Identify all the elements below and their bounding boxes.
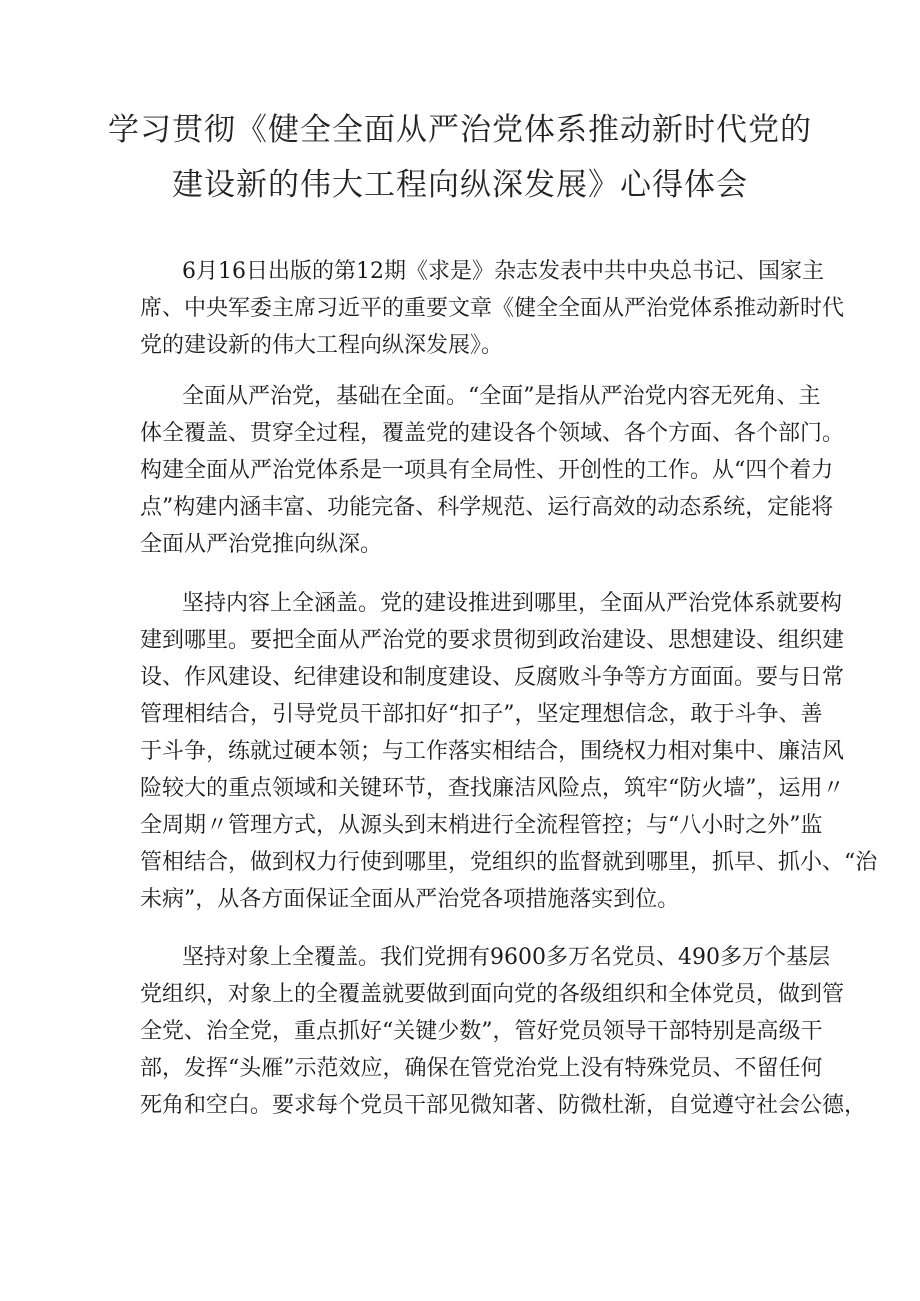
paragraph-4-line: 坚持对象上全覆盖。我们党拥有9600多万名党员、490多万个基层 xyxy=(182,945,830,970)
paragraph-3-line: 坚持内容上全涵盖。党的建设推进到哪里，全面从严治党体系就要构 xyxy=(182,591,843,616)
paragraph-4-line: 全党、治全党，重点抓好“关键少数”，管好党员领导干部特别是高级干 xyxy=(140,1019,823,1044)
paragraph-1-line: 6月16日出版的第12期《求是》杂志发表中共中央总书记、国家主 xyxy=(182,259,824,284)
paragraph-3-line: 未病”，从各方面保证全面从严治党各项措施落实到位。 xyxy=(140,887,680,912)
paragraph-2-line: 全面从严治党推向纵深。 xyxy=(140,532,383,557)
paragraph-1-line: 党的建设新的伟大工程向纵深发展》。 xyxy=(140,333,504,358)
paragraph-3-line: 设、作风建设、纪律建设和制度建设、反腐败斗争等方方面面。要与日常 xyxy=(140,665,845,690)
paragraph-4-line: 死角和空白。要求每个党员干部见微知著、防微杜渐，自觉遵守社会公德， xyxy=(140,1093,867,1118)
document-title-line-2: 建设新的伟大工程向纵深发展》心得体会 xyxy=(172,167,748,203)
paragraph-3-line: 于斗争，练就过硬本领；与工作落实相结合，围绕权力相对集中、廉洁风 xyxy=(140,739,845,764)
paragraph-3-line: 建到哪里。要把全面从严治党的要求贯彻到政治建设、思想建设、组织建 xyxy=(140,628,845,653)
paragraph-2-line: 构建全面从严治党体系是一项具有全局性、开创性的工作。从“四个着力 xyxy=(140,458,834,483)
document-title-line-1: 学习贯彻《健全全面从严治党体系推动新时代党的 xyxy=(108,112,812,148)
paragraph-2-line: 体全覆盖、贯穿全过程，覆盖党的建设各个领域、各个方面、各个部门。 xyxy=(140,421,845,446)
paragraph-2-line: 全面从严治党，基础在全面。“全面”是指从严治党内容无死角、主 xyxy=(182,384,821,409)
paragraph-1-line: 席、中央军委主席习近平的重要文章《健全全面从严治党体系推动新时代 xyxy=(140,296,845,321)
paragraph-3-line: 管相结合，做到权力行使到哪里，党组织的监督就到哪里，抓早、抓小、“治 xyxy=(140,850,878,875)
paragraph-3-line: 险较大的重点领域和关键环节，查找廉洁风险点，筑牢“防火墙”，运用〃 xyxy=(140,776,845,801)
paragraph-2-line: 点”构建内涵丰富、功能完备、科学规范、运行高效的动态系统，定能将 xyxy=(140,495,834,520)
paragraph-4-line: 党组织，对象上的全覆盖就要做到面向党的各级组织和全体党员，做到管 xyxy=(140,982,845,1007)
paragraph-4-line: 部，发挥“头雁”示范效应，确保在管党治党上没有特殊党员、不留任何 xyxy=(140,1056,823,1081)
paragraph-3-line: 全周期〃管理方式，从源头到末梢进行全流程管控；与“八小时之外”监 xyxy=(140,813,823,838)
paragraph-3-line: 管理相结合，引导党员干部扣好“扣子”，坚定理想信念，敢于斗争、善 xyxy=(140,702,823,727)
